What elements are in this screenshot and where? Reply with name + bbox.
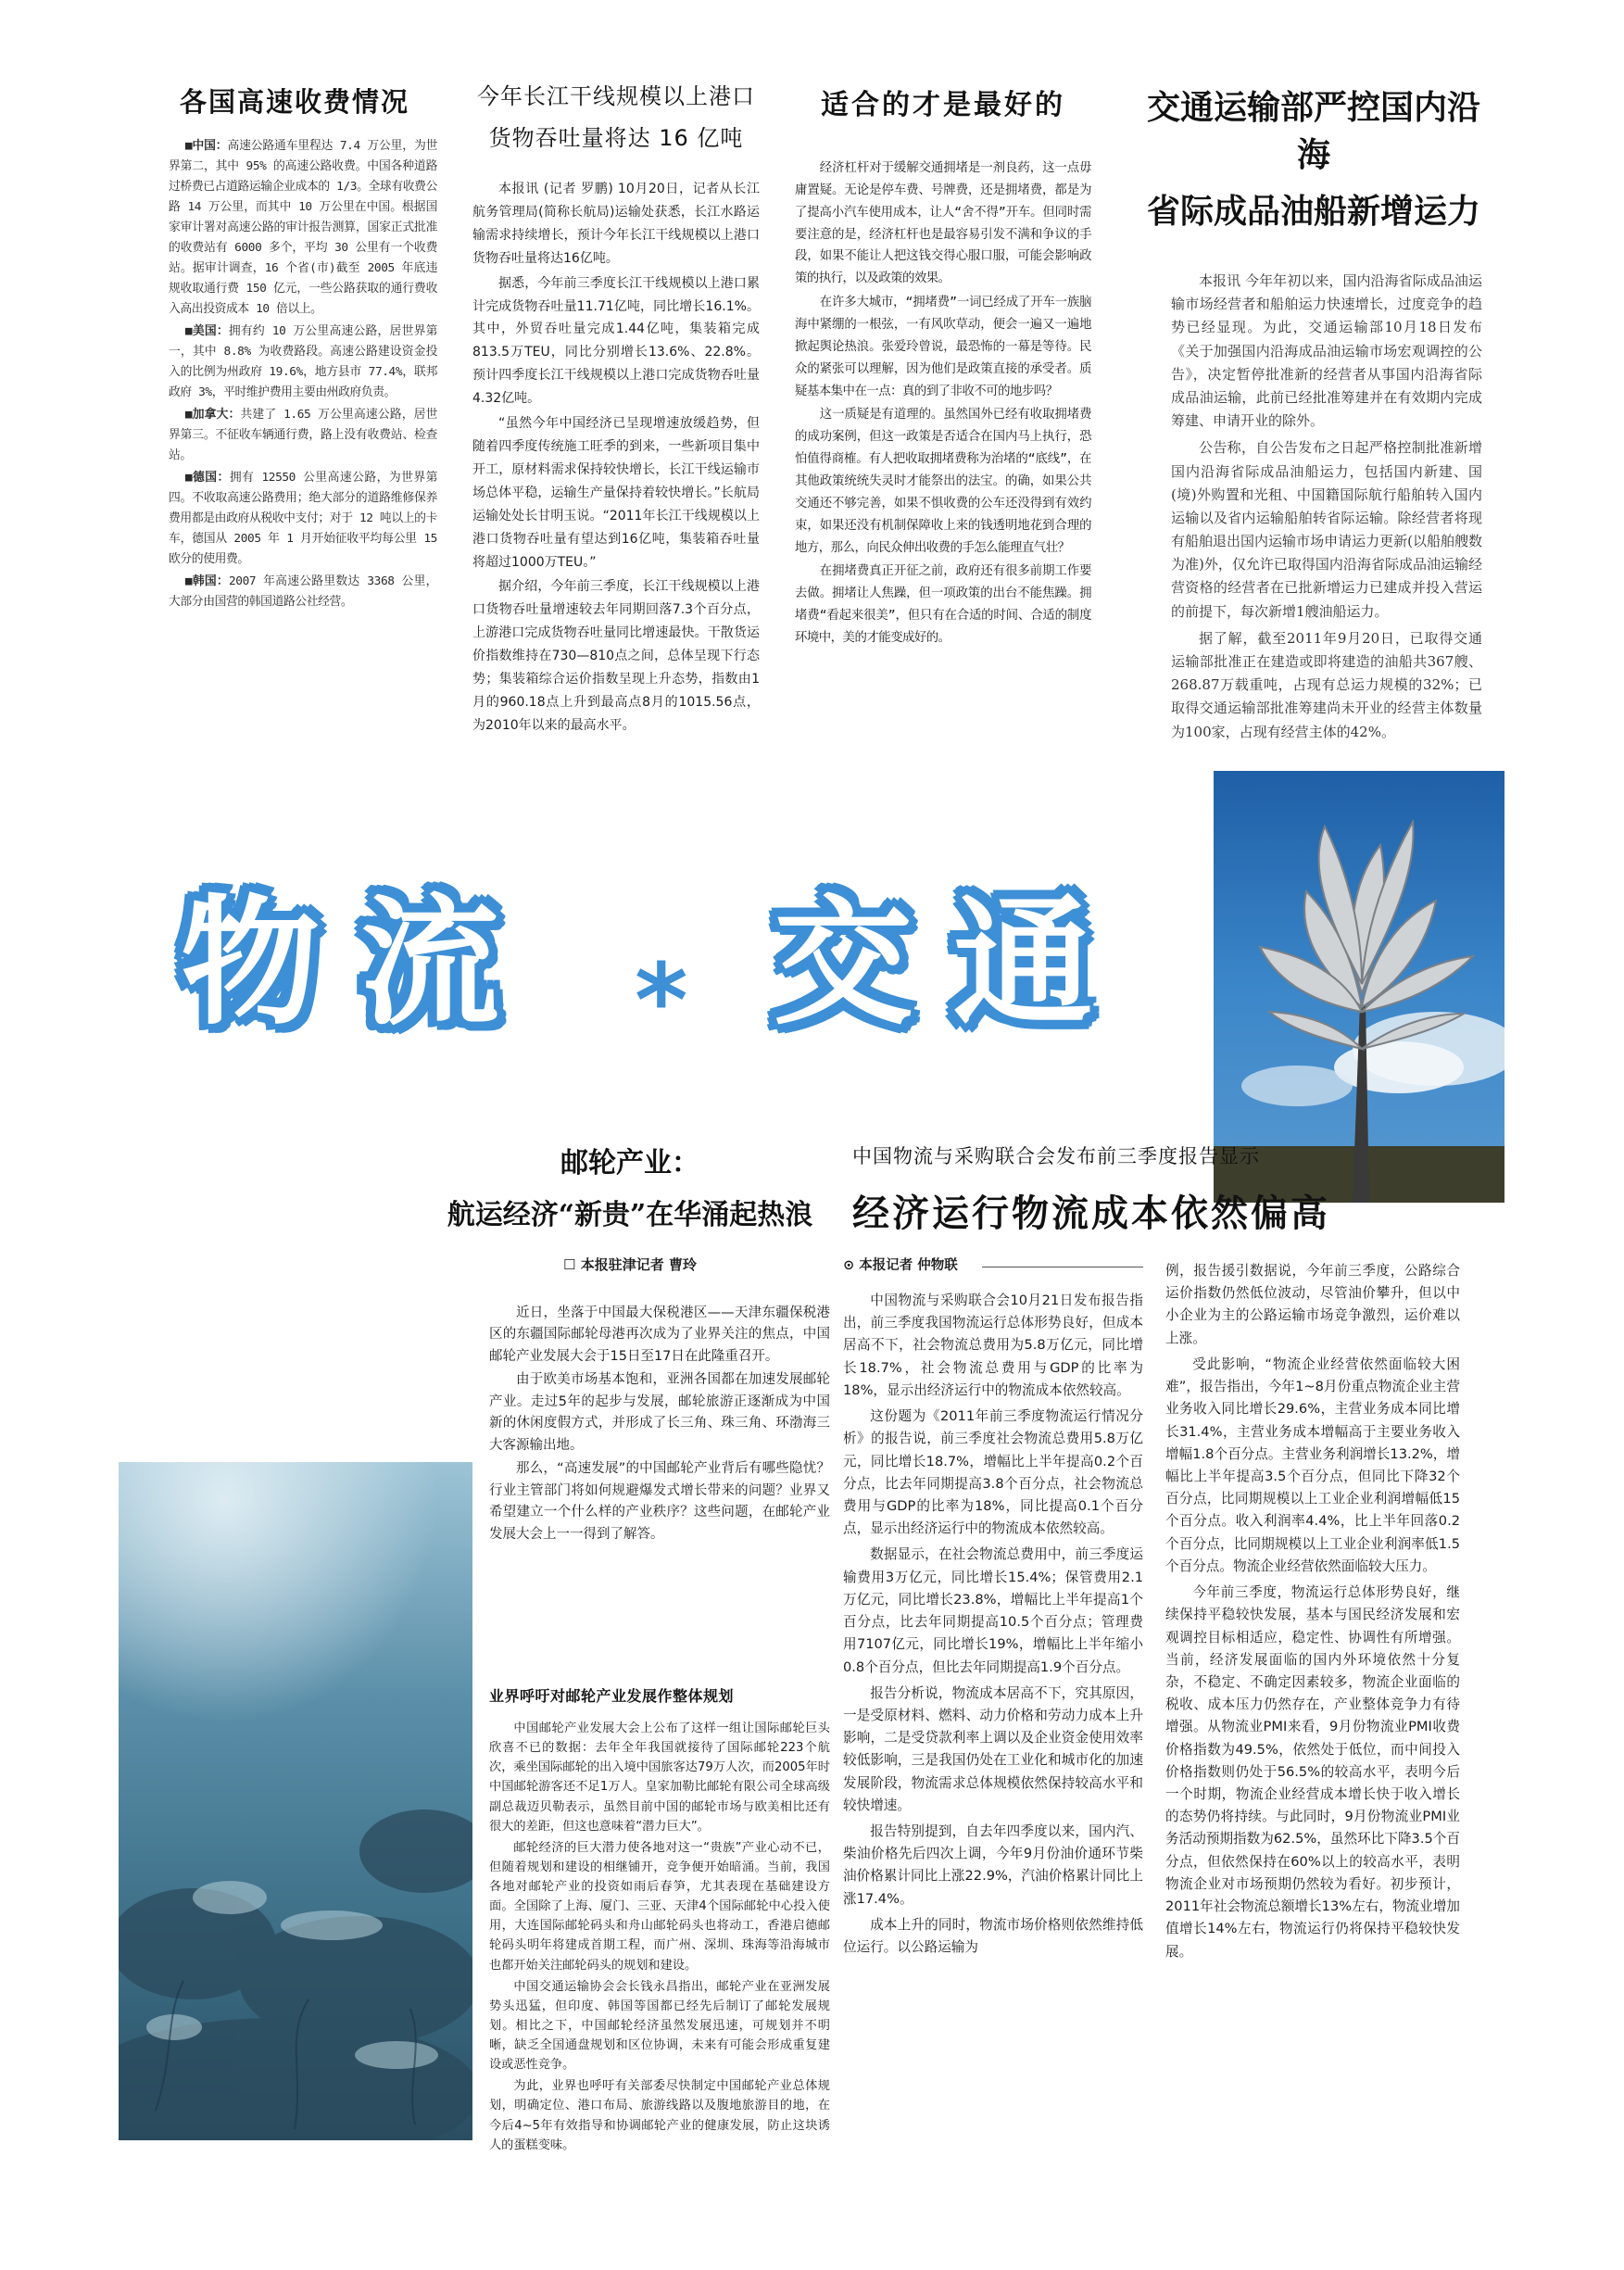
fit-best-para: 经济杠杆对于缓解交通拥堵是一剂良药，这一点毋庸置疑。无论是停车费、号牌费，还是拥堵费，都是为了提高小汽车使用成本，让人“舍不得”开车。但同时需要注意的是，经济杠杆也是最容易引发不满和争议的手段，如果不能让人把这钱交得心服口服，可能会影响政策的执行，以及政策的效果。 [795,161,1091,286]
fit-best-article [795,82,1091,651]
cruise-title-line2: 航运经济“新贵”在华涌起热浪 [447,1199,813,1231]
fit-best-para: 这一质疑是有道理的。虽然国外已经有收取拥堵费的成功案例，但这一政策是否适合在国内马上执行，恐怕值得商榷。有人把收取拥堵费称为治堵的“底线”，在其他政策统统失灵时才能祭出的法宝。的确，如果公共交通还不够完善，如果不惧收费的公车还没得到有效约束，如果还没有机制保障收上来的钱透明地花到合理的地方，那么，向民众伸出收费的手怎么能理直气壮？ [795,408,1091,555]
fit-best-title: 适合的才是最好的 [821,89,1065,121]
cruise-title-line1: 邮轮产业： [560,1147,699,1179]
tanker-article [1138,82,1490,748]
logistics-para: 这份题为《2011年前三季度物流运行情况分析》的报告说，前三季度社会物流总费用5.8万亿元，同比增长18.7%，增幅比上半年提高0.2个百分点，比去年同期提高3.8个百分点，社会物流总费用与GDP的比率为18%，同比提高0.1个百分点，显示出经济运行中的物流成本依然较高。 [843,1408,1143,1537]
tanker-title-line2: 省际成品油船新增运力 [1146,192,1480,231]
yangtze-body [472,178,760,738]
logistics-col1 [843,1255,1143,1962]
cruise-para: 由于欧美市场基本饱和，亚洲各国都在加速发展邮轮产业。走过5年的起步与发展，邮轮旅游正逐渐成为中国新的休闲度假方式，并形成了长三角、珠三角、环渤海三大客源输出地。 [489,1372,830,1453]
logistics-para: 报告分析说，物流成本居高不下，究其原因，一是受原材料、燃料、动力价格和劳动力成本上升影响，二是受贷款利率上调以及企业资金使用效率较低影响，三是我国仍处在工业化和城市化的加速发展阶段，物流需求总体规模依然保持较高水平和较快增速。 [843,1684,1143,1813]
tanker-para: 公告称，自公告发布之日起严格控制批准新增国内沿海省际成品油船运力，包括国内新建、国(境)外购置和光租、中国籍国际航行船舶转入国内运输以及省内运输船舶转省际运输。除经营者将现有船舶退出国内运输市场申请运力更新(以船舶艘数为准)外，仅允许已取得国内沿海省际成品油运输经营资格的经营者在已批新增运力已建成并投入营运的前提下，每次新增1艘油船运力。 [1171,439,1482,620]
yangtze-title-line1: 今年长江干线规模以上港口 [477,83,755,109]
logistics-para: 成本上升的同时，物流市场价格则依然维持低位运行。以公路运输为 [843,1916,1143,1956]
cruise-subhead: 业界呼吁对邮轮产业发展作整体规划 [489,1687,735,1705]
underwater-photo [119,1462,472,2140]
logistics-para: 例，报告援引数据说，今年前三季度，公路综合运价指数仍然低位波动，尽管油价攀升，但以中小企业为主的公路运输市场竞争激烈，运价难以上涨。 [1165,1263,1460,1346]
cruise-para: 中国交通运输协会会长钱永昌指出，邮轮产业在亚洲发展势头迅猛，但印度、韩国等国都已经先后制订了邮轮发展规划。相比之下，中国邮轮经济虽然发展迅速，可规划并不明晰，缺乏全国通盘规划和区位协调，未来有可能会形成重复建设或恶性竞争。 [489,1979,830,2073]
logistics-kicker: 中国物流与采购联合会发布前三季度报告显示 [852,1145,1260,1167]
logistics-para: 中国物流与采购联合会10月21日发布报告指出，前三季度我国物流运行总体形势良好，但成本居高不下，社会物流总费用为5.8万亿元，同比增长18.7%，社会物流总费用与GDP的比率为18%，显示出经济运行中的物流成本依然较高。 [843,1293,1143,1398]
logistics-para: 数据显示，在社会物流总费用中，前三季度运输费用3万亿元，同比增长15.4%；保管费用2.1万亿元，同比增长23.8%，增幅比上半年提高1个百分点，比去年同期提高10.5个百分点；管理费用7107亿元，同比增长19%，增幅比上半年缩小0.8个百分点，但比去年同期提高1.9个百分点。 [843,1546,1143,1675]
banner-word-transport: 交通 [774,883,1134,1044]
logistics-para: 今年前三季度，物流运行总体形势良好，继续保持平稳较快发展，基本与国民经济发展和宏观调控目标相适应，稳定性、协调性有所增强。当前，经济发展面临的国内外环境依然十分复杂，不稳定、不确定因素较多，物流企业面临的税收、成本压力仍然存在，产业整体竞争力有待增强。从物流业PMI来看，9月份物流业PMI收费价格指数为49.5%，依然处于低位，而中间投入价格指数则仍处于56.5%的较高水平，表明今后一个时期，物流企业经营成本增长快于收入增长的态势仍将持续。与此同时，9月份物流业PMI业务活动预期指数为62.5%，虽然环比下降3.5个百分点，但依然保持在60%以上的较高水平，表明物流企业对市场预期仍然较为看好。初步预计，2011年社会物流总额增长13%左右，物流业增加值增长14%左右，物流运行仍将保持平稳较快发展。 [1165,1584,1460,1960]
yangtze-para: 据悉，今年前三季度长江干线规模以上港口累计完成货物吞吐量11.71亿吨，同比增长16.1%。其中，外贸吞吐量完成1.44亿吨，集装箱完成813.5万TEU，同比分别增长13.6%、22.8%。预计四季度长江干线规模以上港口完成货物吞吐量4.32亿吨。 [472,275,760,407]
yangtze-para: 本报讯 (记者 罗鹏) 10月20日，记者从长江航务管理局(简称长航局)运输处获悉，长江水路运输需求持续增长，预计今年长江干线规模以上港口货物吞吐量将达16亿吨。 [472,182,760,266]
highway-toll-list [169,136,437,612]
tanker-para: 据了解，截至2011年9月20日，已取得交通运输部批准正在建造或即将建造的油船共367艘、268.87万载重吨，占现有总运力规模的32%；已取得交通运输部批准筹建尚未开业的经营主体数量为100家，占现有经营主体的42%。 [1171,629,1482,740]
logistics-article-header [852,1141,1445,1237]
yangtze-para: 据介绍，今年前三季度，长江干线规模以上港口货物吞吐量增速较去年同期回落7.3个百分点，上游港口完成货物吞吐量同比增速最快。干散货运价指数维持在730—810点之间，总体呈现下行态势；集装箱综合运价指数呈现上升态势，指数由1月的960.18点上升到最高点8月的1015.56点，为2010年以来的最高水平。 [472,579,760,733]
tanker-body [1138,270,1490,744]
cruise-byline: ☐ 本报驻津记者 曹玲 [563,1256,697,1273]
logistics-para: 受此影响，“物流企业经营依然面临较大困难”，报告指出，今年1~8月份重点物流企业主营业务收入同比增长29.6%，主营业务成本同比增长31.4%，主营业务成本增幅高于主要业务收入增幅1.8个百分点。主营业务利润增长13.2%，增幅比上半年提高3.5个百分点，但同比下降32个百分点，比同期规模以上工业企业利润增幅低15个百分点。收入利润率4.4%，比上半年回落0.2个百分点，比同期规模以上工业企业利润率低1.5个百分点。物流企业经营依然面临较大压力。 [1165,1356,1460,1574]
tanker-title-line1: 交通运输部严控国内沿海 [1146,88,1480,174]
cruise-para: 为此，业界也呼吁有关部委尽快制定中国邮轮产业总体规划，明确定位、港口布局、旅游线路以及腹地旅游目的地，在今后4~5年有效指导和协调邮轮产业的健康发展，防止这块诱人的蛋糕变味。 [489,2079,830,2152]
cruise-body-bottom [489,1684,830,2157]
sculpture-image [1214,771,1504,1203]
banner-word-logistics: 物流 [181,883,541,1044]
underwater-image [119,1462,472,2140]
logistics-byline: ⊙ 本报记者 仲物联 [843,1258,958,1273]
highway-toll-section [169,82,437,612]
yangtze-article [472,78,760,739]
country-item-korea: ■韩国：2007 年高速公路里数达 3368 公里，大部分由国营的韩国道路公社经营。 [169,574,437,609]
cruise-article-header [435,1140,825,1274]
tanker-para: 本报讯 今年年初以来，国内沿海省际成品油运输市场经营者和船舶运力快速增长，过度竞争的趋势已经显现。为此，交通运输部10月18日发布《关于加强国内沿海成品油运输市场宏观调控的公告》，决定暂停批准新的经营者从事国内沿海省际成品油运输，此前已经批准筹建并在有效期内完成筹建、申请开业的除外。 [1171,272,1482,430]
cruise-para: 那么，“高速发展”的中国邮轮产业背后有哪些隐忧？行业主管部门将如何规避爆发式增长带来的问题？业界又希望建立一个什么样的产业秩序？这些问题，在邮轮产业发展大会上一一得到了解答。 [489,1461,830,1542]
cruise-body-top [489,1303,830,1547]
logistics-title: 经济运行物流成本依然偏高 [852,1192,1330,1235]
fit-best-para: 在许多大城市，“拥堵费”一词已经成了开车一族脑海中紧绷的一根弦，一有风吹草动，便会一遍又一遍地掀起舆论热浪。张爱玲曾说，最恐怖的一幕是等待。民众的紧张可以理解，因为他们是政策直接的承受者。质疑基本集中在一点：真的到了非收不可的地步吗？ [795,296,1091,398]
fit-best-body [795,158,1091,649]
yangtze-para: “虽然今年中国经济已呈现增速放缓趋势，但随着四季度传统施工旺季的到来，一些新项目集中开工，原材料需求保持较快增长，长江干线运输市场总体平稳，运输生产量保持着较快增长。”长航局运输处处长甘明玉说。“2011年长江干线规模以上港口货物吞吐量有望达到16亿吨，集装箱吞吐量将超过1000万TEU。” [472,416,760,570]
fit-best-para: 在拥堵费真正开征之前，政府还有很多前期工作要去做。拥堵让人焦躁，但一项政策的出台不能焦躁。拥堵费“看起来很美”，但只有在合适的时间、合适的制度环境中，美的才能变成好的。 [795,564,1091,646]
cruise-para: 中国邮轮产业发展大会上公布了这样一组让国际邮轮巨头欣喜不已的数据：去年全年我国就接待了国际邮轮223个航次，乘坐国际邮轮的出入境中国旅客达79万人次，而2005年时中国邮轮游客还不足1万人。皇家加勒比邮轮有限公司全球高级副总裁迈贝勒表示，虽然目前中国的邮轮市场与欧美相比还有很大的差距，但这也意味着“潜力巨大”。 [489,1721,830,1834]
section-banner [162,866,1163,1079]
highway-toll-title: 各国高速收费情况 [180,86,410,118]
country-item-canada: ■加拿大：共建了 1.65 万公里高速公路，居世界第三。不征收车辆通行费，路上没有收费站、检查站。 [169,408,437,462]
cruise-para: 邮轮经济的巨大潜力使各地对这一“贵族”产业心动不已，但随着规划和建设的相继铺开，竞争便开始暗涌。当前，我国各地对邮轮产业的投资如雨后春笋，尤其表现在基础建设方面。全国除了上海、厦门、三亚、天津4个国际邮轮中心投入使用，大连国际邮轮码头和舟山邮轮码头也将动工，香港启德邮轮码头明年将建成首期工程，而广州、深圳、珠海等沿海城市也都开始关注邮轮码头的规划和建设。 [489,1840,830,1973]
cruise-para: 近日，坐落于中国最大保税港区——天津东疆保税港区的东疆国际邮轮母港再次成为了业界关注的焦点，中国邮轮产业发展大会于15日至17日在此隆重召开。 [489,1305,830,1364]
country-item-germany: ■德国：拥有 12550 公里高速公路，为世界第四。不收取高速公路费用；绝大部分的道路维修保养费用都是由政府从税收中支付；对于 12 吨以上的卡车，德国从 2005 年 1 月开始征收平均每公里 15 欧分的使用费。 [169,471,438,566]
country-item-usa: ■美国：拥有约 10 万公里高速公路，居世界第一，其中 8.8% 为收费路段。高速公路建设资金投入的比例为州政府 19.6%，地方县市 77.4%，联邦政府 3%，平时维护费用主要由州政府负责。 [169,324,437,399]
sculpture-photo [1214,771,1504,1203]
country-item-china: ■中国：高速公路通车里程达 7.4 万公里，为世界第二，其中 95% 的高速公路收费。中国各种道路过桥费已占道路运输企业成本的 1/3。全球有收费公路 14 万公里，而其中 10 万公里在中国。根据国家审计署对高速公路的审计报告测算，国家正式批准的收费站有 6000 多个，平均 30 公里有一个收费站。据审计调查，16 个省(市)截至 2005 年底违规收取通行费 150 亿元，一些公路获取的通行费收入高出投资成本 10 倍以上。 [169,139,438,316]
logistics-col2 [1165,1260,1460,1967]
logistics-para: 报告特别提到，自去年四季度以来，国内汽、柴油价格先后四次上调，今年9月份油价通环节柴油价格累计同比上涨22.9%，汽油价格累计同比上涨17.4%。 [843,1823,1143,1907]
yangtze-title-line2: 货物吞吐量将达 16 亿吨 [488,125,744,151]
banner-star-icon: * [635,941,688,1060]
